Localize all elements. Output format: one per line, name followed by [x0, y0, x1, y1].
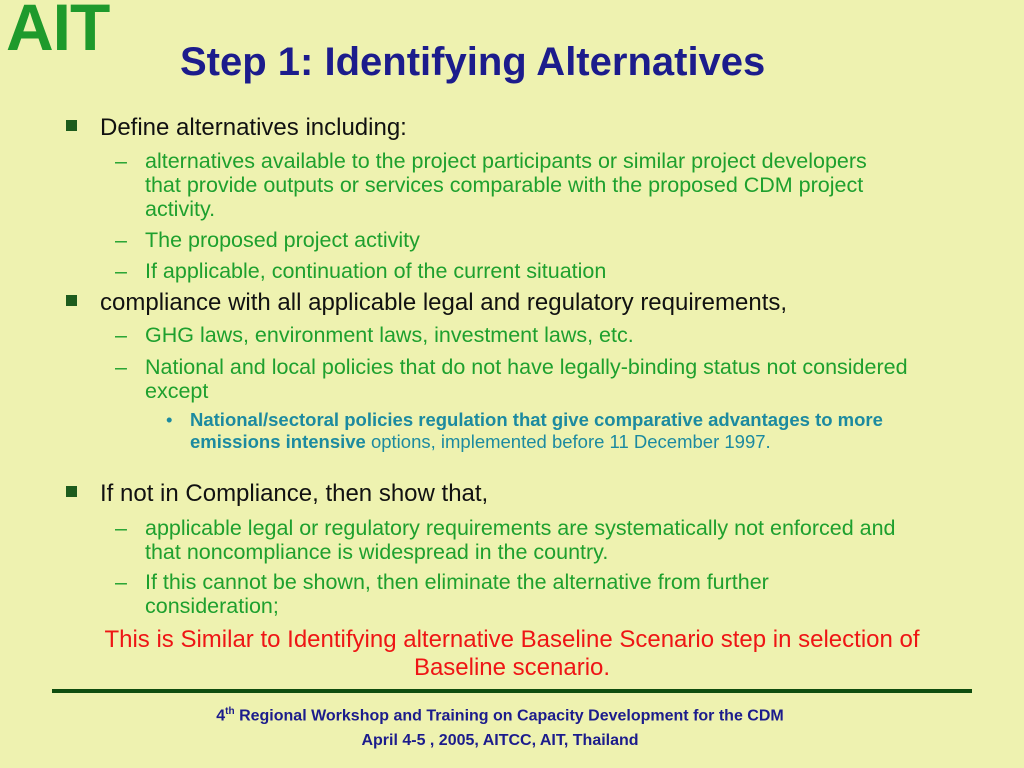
dash-bullet-icon: – — [115, 228, 127, 252]
bullet-item — [100, 116, 407, 140]
sub-bullet-text: If applicable, continuation of the current situation — [145, 259, 607, 283]
sub-bullet-text: If this cannot be shown, then eliminate the alternative from further consideration; — [145, 570, 769, 618]
sub-bullet-text: alternatives available to the project participants or similar project developers that provide outputs or services comparable with the proposed CDM project activity. — [145, 149, 867, 221]
dash-bullet-icon: – — [115, 570, 127, 594]
footer-line-2: April 4-5 , 2005, AITCC, AIT, Thailand — [361, 732, 639, 749]
bullet-text: Define alternatives including: — [100, 114, 407, 141]
square-bullet-icon — [66, 120, 77, 131]
sub-bullet-item — [115, 259, 607, 283]
dash-bullet-icon: – — [115, 323, 127, 347]
sub-sub-bullet-text: options, implemented before 11 December 1997. — [365, 431, 771, 452]
square-bullet-icon — [66, 486, 77, 497]
sub-bullet-text: GHG laws, environment laws, investment laws, etc. — [145, 323, 634, 347]
slide-title: Step 1: Identifying Alternatives — [180, 40, 766, 84]
bullet-item — [100, 482, 488, 506]
sub-bullet-text: National and local policies that do not have legally-binding status not considered except — [145, 355, 908, 403]
footer-ordinal-suffix: th — [225, 706, 235, 717]
sub-bullet-item — [115, 149, 905, 221]
bullet-item — [100, 291, 787, 315]
dash-bullet-icon: – — [115, 149, 127, 173]
footer-ordinal: 4 — [216, 707, 226, 725]
square-bullet-icon — [66, 295, 77, 306]
dash-bullet-icon: – — [115, 516, 127, 540]
dash-bullet-icon: – — [115, 259, 127, 283]
footer-line-1 — [0, 706, 1000, 725]
bullet-text: compliance with all applicable legal and regulatory requirements, — [100, 289, 788, 316]
bullet-text: If not in Compliance, then show that, — [100, 480, 489, 507]
summary-note-text: This is Similar to Identifying alternative Baseline Scenario step in selection of Baseline scenario. — [104, 626, 920, 681]
dot-bullet-icon: • — [166, 409, 173, 430]
footer-divider — [52, 689, 972, 693]
sub-bullet-item — [115, 516, 905, 564]
ait-logo: AIT — [6, 0, 110, 64]
summary-note — [0, 626, 1024, 682]
sub-bullet-item — [115, 228, 420, 252]
sub-bullet-text: applicable legal or regulatory requirements are systematically not enforced and that noncompliance is widespread in the country. — [145, 516, 896, 564]
dash-bullet-icon: – — [115, 355, 127, 379]
sub-bullet-text: The proposed project activity — [145, 228, 420, 252]
emphasis-text: National/sectoral policies regulation that give comparative advantages to more emissions intensive — [190, 409, 883, 452]
sub-sub-bullet-item — [166, 409, 960, 453]
sub-bullet-item — [115, 570, 905, 618]
footer-event-text: Regional Workshop and Training on Capacity Development for the CDM — [234, 707, 784, 725]
sub-bullet-item — [115, 355, 935, 403]
sub-bullet-item — [115, 323, 634, 347]
